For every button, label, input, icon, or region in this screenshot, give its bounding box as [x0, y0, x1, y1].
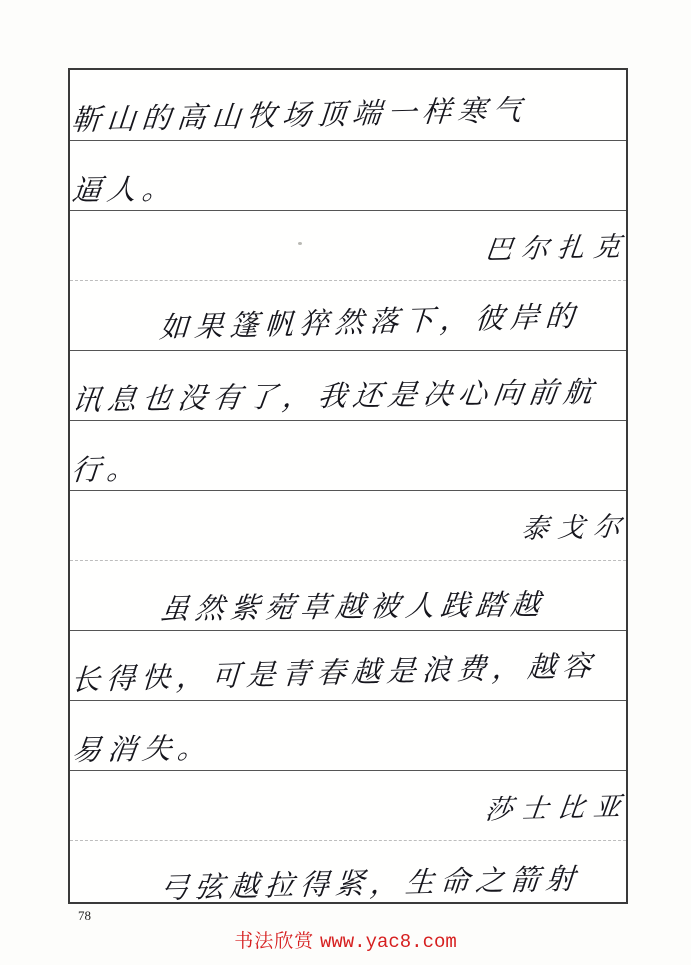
handwriting-line-9: 弓弦越拉得紧，生命之箭射	[158, 861, 583, 906]
handwriting-line-2: 逼人。	[70, 171, 180, 208]
handwriting-line-7: 长得快，可是青春越是浪费，越容	[70, 648, 599, 698]
handwriting-line-3: 如果篷帆猝然落下，彼岸的	[158, 298, 582, 345]
rule-line-2	[70, 210, 626, 211]
handwriting-author-1: 巴尔扎克	[483, 231, 632, 266]
rule-line-3	[70, 280, 626, 281]
handwriting-line-4: 讯息也没有了，我还是决心向前航	[70, 374, 601, 418]
rule-line-6	[70, 490, 626, 491]
footer-site-url: www.yac8.com	[319, 931, 457, 953]
footer-credit-label: 书法欣赏	[234, 931, 315, 952]
rule-line-8	[70, 630, 626, 631]
handwriting-line-1: 靳山的高山牧场顶端一样寒气	[70, 92, 529, 138]
handwriting-line-6: 虽然紫菀草越被人践踏越	[158, 587, 548, 626]
page-number: 78	[78, 908, 91, 923]
rule-line-11	[70, 840, 626, 841]
footer-credit	[0, 926, 691, 953]
handwriting-line-8: 易消失。	[70, 730, 215, 768]
rule-line-9	[70, 700, 626, 701]
writing-frame	[68, 68, 632, 906]
rule-line-5	[70, 420, 626, 421]
rule-line-10	[70, 770, 626, 771]
handwriting-author-3: 莎士比亚	[483, 791, 632, 826]
paper-speck	[298, 242, 302, 245]
rule-line-4	[70, 350, 626, 351]
rule-line-1	[70, 140, 626, 141]
handwriting-line-5: 行。	[70, 451, 144, 488]
handwriting-author-2: 泰戈尔	[519, 511, 632, 546]
rule-line-7	[70, 560, 626, 561]
